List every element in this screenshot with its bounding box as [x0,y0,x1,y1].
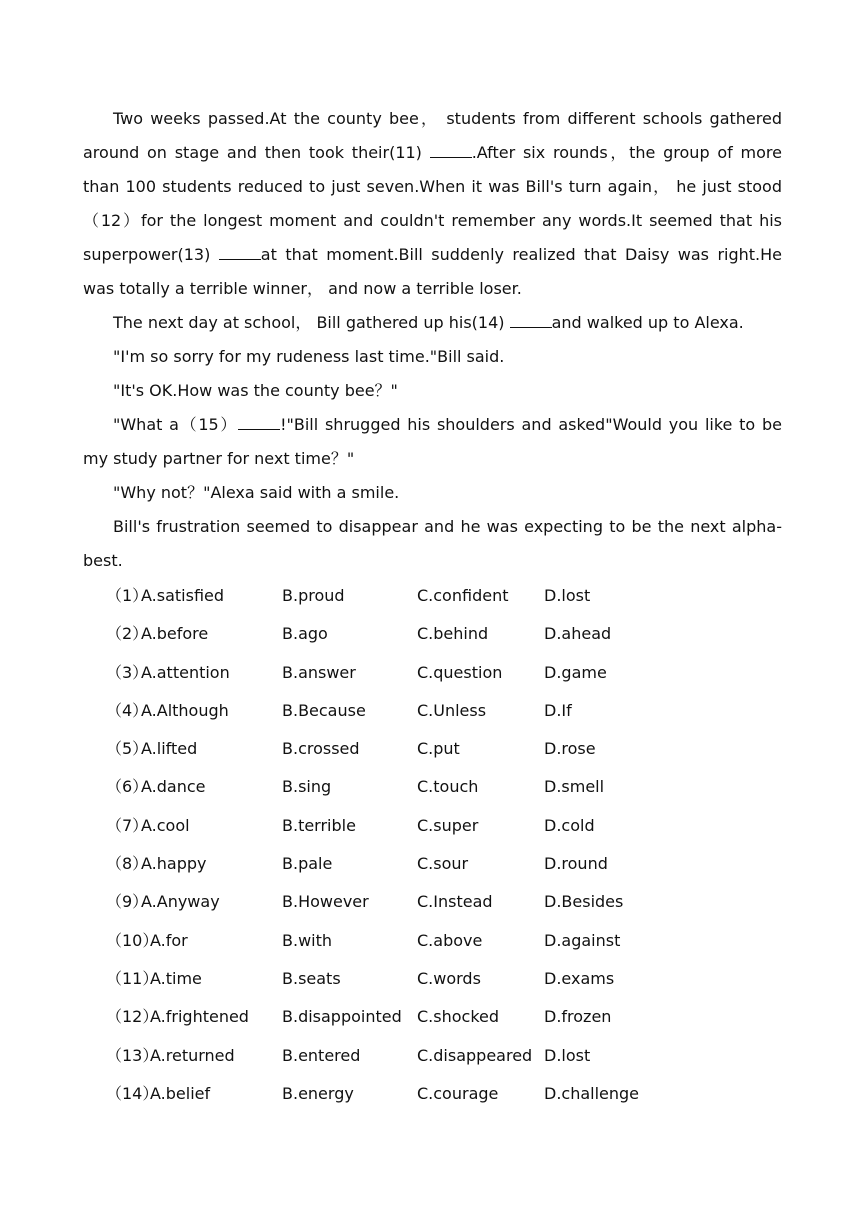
option-d: D.smell [544,777,605,797]
option-c: C.shocked [417,1007,500,1027]
option-row-12 [106,998,786,1036]
option-c: C.put [417,739,460,759]
option-b: B.ago [282,624,328,644]
option-row-2 [106,615,786,653]
question-number: （12） [106,1007,159,1027]
answer-options [106,577,786,1113]
option-d: D.lost [544,586,591,605]
question-number: （8） [106,854,149,874]
reading-passage [83,102,782,578]
option-a: A.Although [141,700,229,720]
option-b: B.disappointed [282,1007,402,1027]
blank-13 [219,245,261,260]
question-number: （9） [106,892,149,912]
option-b: B.seats [282,968,341,988]
option-row-11 [106,960,786,998]
option-row-13 [106,1037,786,1075]
option-row-7 [106,807,786,845]
option-c: C.words [417,968,481,988]
option-c: C.touch [417,777,479,797]
paragraph-7: Bill's frustration seemed to disappear and he was expecting to be the next alpha-best. [83,517,782,570]
option-c: C.Instead [417,892,493,912]
option-a: A.lifted [141,739,198,759]
paragraph-1-text-a: Two weeks passed.At the county bee， students from different schools gathered around on stage and then took their(11) [83,109,782,162]
option-row-4 [106,692,786,730]
option-row-5 [106,730,786,768]
option-row-3 [106,654,786,692]
question-number: （1） [106,586,149,605]
option-d: D.ahead [544,624,612,644]
option-b: B.terrible [282,815,356,835]
option-b: B.proud [282,586,345,605]
option-d: D.cold [544,815,595,835]
blank-11 [430,143,472,158]
option-a: A.time [150,968,202,988]
question-number: （14） [106,1083,159,1103]
question-number: （4） [106,700,149,720]
paragraph-2-text-b: and walked up to Alexa. [551,313,744,332]
option-a: A.dance [141,777,206,797]
paragraph-2-text-a: The next day at school， Bill gathered up his(14) [113,313,510,332]
blank-14 [510,313,552,328]
option-a: A.Anyway [141,892,220,912]
paragraph-6: "Why not？"Alexa said with a smile. [113,483,400,502]
option-d: D.round [544,854,608,874]
option-a: A.satisfied [141,586,225,605]
question-number: （2） [106,624,149,644]
paragraph-3: "I'm so sorry for my rudeness last time."Bill said. [113,347,505,366]
option-c: C.behind [417,624,489,644]
option-d: D.rose [544,739,596,759]
option-c: C.above [417,930,483,950]
option-b: B.energy [282,1083,354,1103]
option-c: C.disappeared [417,1045,533,1065]
option-b: B.answer [282,662,356,682]
option-d: D.lost [544,1045,591,1065]
option-b: B.However [282,892,369,912]
paragraph-5 [83,408,782,476]
option-row-6 [106,768,786,806]
option-a: A.frightened [150,1007,249,1027]
paragraph-1-text-c: at that moment.Bill suddenly realized that Daisy was right.He was totally a terrible winner， and now a terrible loser. [83,245,783,298]
question-number: （3） [106,662,149,682]
option-row-8 [106,845,786,883]
option-b: B.entered [282,1045,361,1065]
blank-15 [238,415,280,430]
paragraph-2 [83,306,782,340]
option-a: A.attention [141,662,230,682]
option-d: D.game [544,662,607,682]
option-d: D.frozen [544,1007,612,1027]
option-b: B.with [282,930,333,950]
question-number: （10） [106,930,159,950]
paragraph-1 [83,102,782,306]
option-b: B.sing [282,777,332,797]
paragraph-4: "It's OK.How was the county bee？" [113,381,398,400]
option-a: A.cool [141,815,190,835]
option-c: C.Unless [417,700,487,720]
option-a: A.returned [150,1045,235,1065]
question-number: （6） [106,777,149,797]
option-d: D.Besides [544,892,624,912]
option-a: A.happy [141,854,207,874]
question-number: （7） [106,815,149,835]
option-c: C.super [417,815,479,835]
option-c: C.question [417,662,503,682]
option-row-1 [106,577,786,615]
question-number: （13） [106,1045,159,1065]
paragraph-1-text-b: .After six rounds，the group of more than 100 students reduced to just seven.When it was Bill's turn again， he just stood（12）for the longest moment and couldn't remember any words.It seemed that his superpower(13) [83,143,782,264]
option-d: D.exams [544,968,615,988]
option-a: A.belief [150,1083,211,1103]
question-number: （5） [106,739,149,759]
option-b: B.Because [282,700,366,720]
option-row-14 [106,1075,786,1113]
option-row-9 [106,883,786,921]
option-c: C.confident [417,586,509,605]
option-a: A.for [150,930,188,950]
option-d: D.If [544,700,572,720]
option-c: C.courage [417,1083,499,1103]
paragraph-5-text-a: "What a（15） [113,415,239,434]
option-row-10 [106,922,786,960]
option-c: C.sour [417,854,469,874]
option-b: B.pale [282,854,333,874]
option-d: D.against [544,930,621,950]
question-number: （11） [106,968,159,988]
option-a: A.before [141,624,209,644]
option-b: B.crossed [282,739,360,759]
paragraph-5-text-b: !"Bill shrugged his shoulders and asked"Would you like to be my study partner for next time？" [83,415,782,468]
option-d: D.challenge [544,1083,640,1103]
